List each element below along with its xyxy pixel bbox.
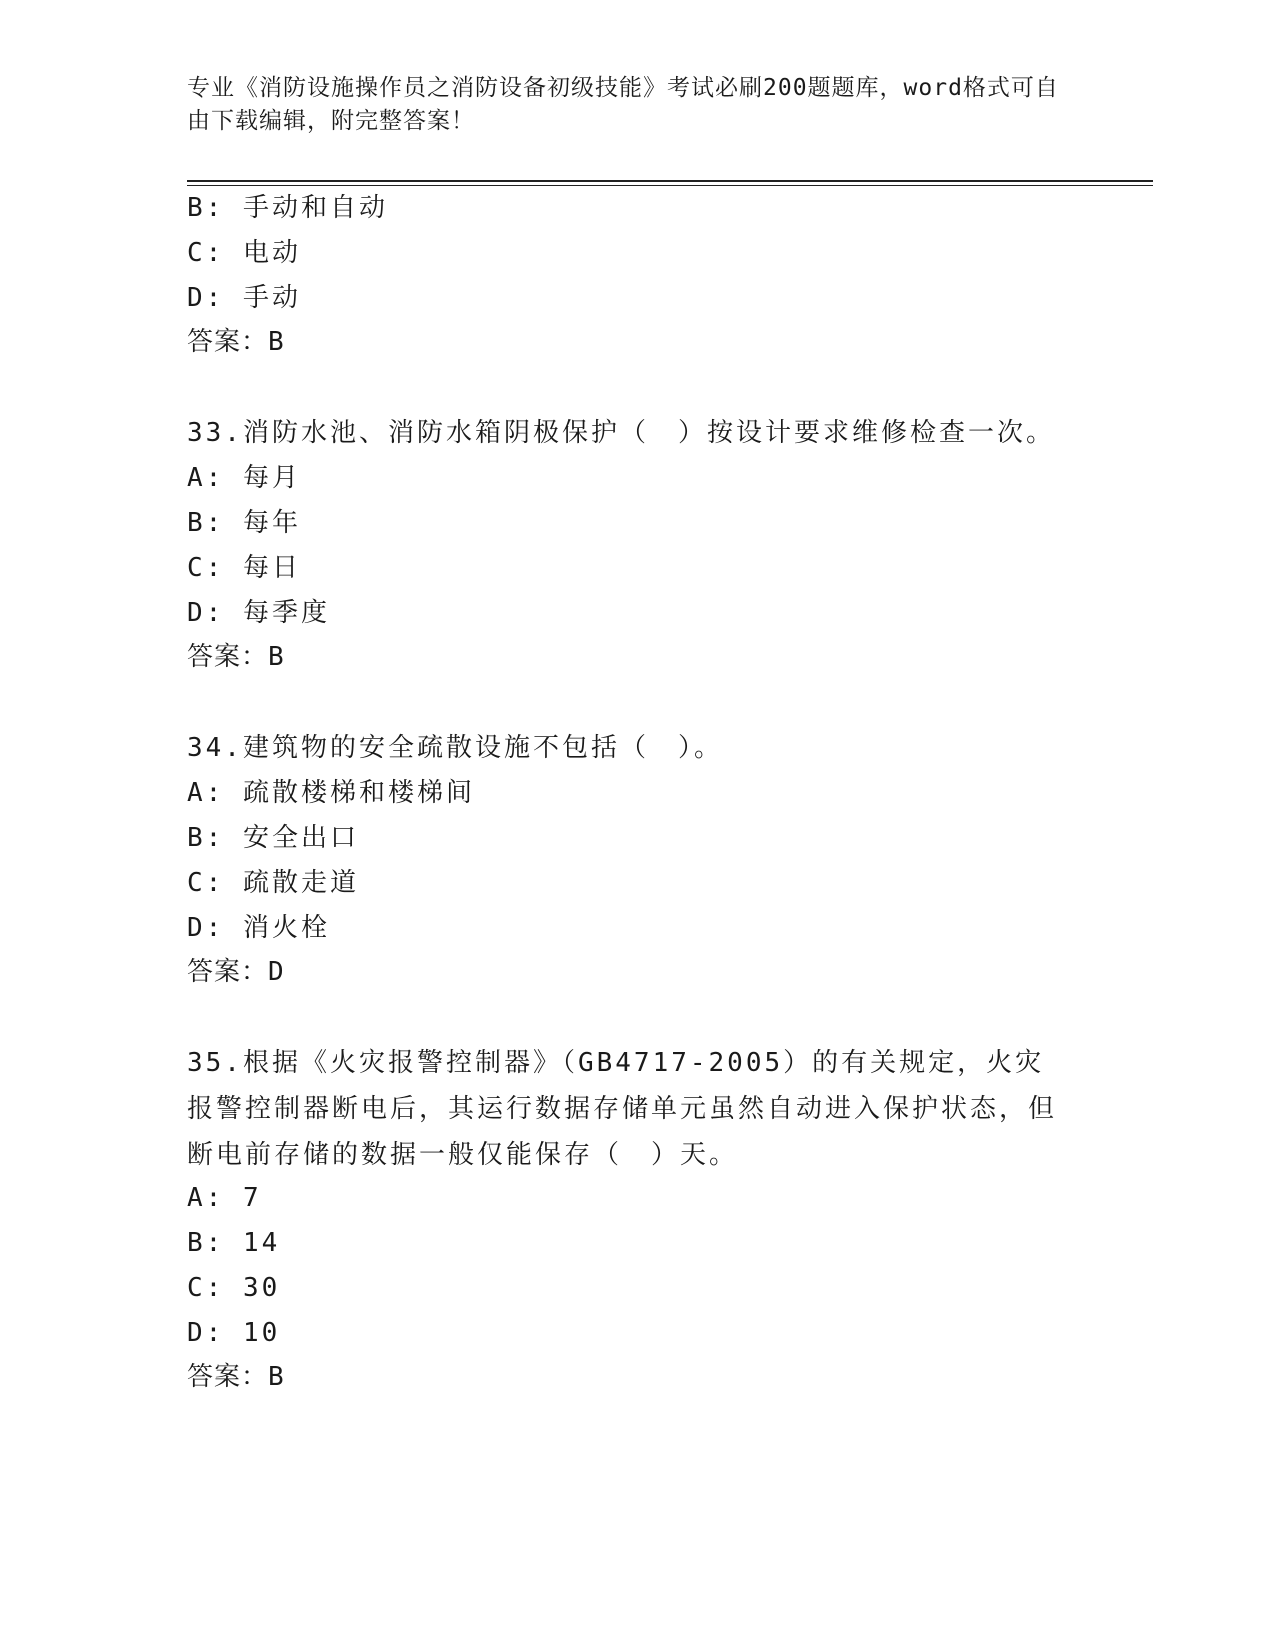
q35-answer: 答案：B <box>187 1362 285 1392</box>
q32-option-d: D: 手动 <box>187 283 301 313</box>
q33-option-b: B: 每年 <box>187 508 301 538</box>
q35-option-c: C: 30 <box>187 1273 281 1303</box>
q35-stem: 35.根据《火灾报警控制器》（GB4717-2005）的有关规定，火灾报警控制器断电后，其运行数据存储单元虽然自动进入保护状态，但断电前存储的数据一般仅能保存（ ）天。 <box>187 1048 1058 1170</box>
header-rule <box>187 180 1153 182</box>
header-rule-thin <box>187 185 1153 186</box>
q35-option-a: A: 7 <box>187 1183 262 1213</box>
q32-answer: 答案：B <box>187 327 285 357</box>
q34-option-d: D: 消火栓 <box>187 913 330 943</box>
q35-option-d: D: 10 <box>187 1318 281 1348</box>
q35-option-b: B: 14 <box>187 1228 281 1258</box>
q34-option-b: B: 安全出口 <box>187 823 359 853</box>
q33-option-a: A: 每月 <box>187 463 301 493</box>
q34-answer: 答案：D <box>187 957 285 987</box>
q34-option-a: A: 疏散楼梯和楼梯间 <box>187 778 475 808</box>
q33-answer: 答案：B <box>187 642 285 672</box>
q32-option-c: C: 电动 <box>187 238 301 268</box>
q34-option-c: C: 疏散走道 <box>187 868 359 898</box>
q33-stem: 33.消防水池、消防水箱阴极保护（ ）按设计要求维修检查一次。 <box>187 418 1055 448</box>
q32-option-b: B: 手动和自动 <box>187 193 388 223</box>
q33-option-d: D: 每季度 <box>187 598 330 628</box>
q34-stem: 34.建筑物的安全疏散设施不包括（ ）。 <box>187 733 723 763</box>
document-header: 专业《消防设施操作员之消防设备初级技能》考试必刷200题题库，word格式可自由下载编辑，附完整答案！ <box>187 75 1059 134</box>
q33-option-c: C: 每日 <box>187 553 301 583</box>
